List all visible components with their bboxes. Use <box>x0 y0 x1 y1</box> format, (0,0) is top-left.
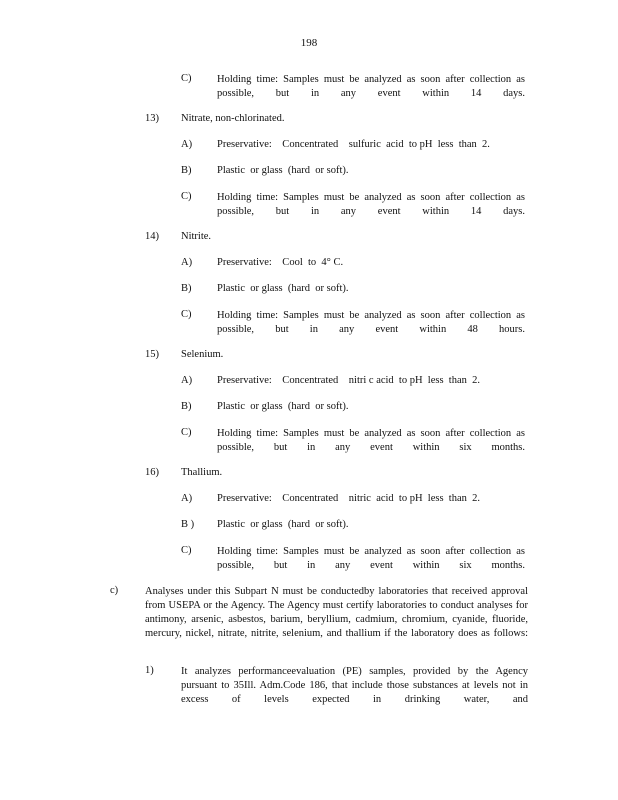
item-label: C) <box>181 309 192 320</box>
item-label: A) <box>181 493 193 504</box>
holding-time-text: Holding time: Samples must be analyzed as soon after collection as possible, but in any event within six months. <box>217 546 526 571</box>
holding-time-text: Holding time: Samples must be analyzed as soon after collection as possible, but in any event within 48 hours. <box>217 310 526 335</box>
item-number: 14) <box>145 231 159 242</box>
preservative-text: Preservative: Concentrated sulfuric acid to pH less than 2. <box>217 139 490 150</box>
preservative-text: Preservative: Cool to 4° C. <box>217 257 344 268</box>
item-number: 15) <box>145 349 159 360</box>
container-text: Plastic or glass (hard or soft). <box>217 165 349 176</box>
item-label: B ) <box>181 519 195 530</box>
item-label: B) <box>181 401 192 412</box>
item-number: 16) <box>145 467 159 478</box>
container-text: Plastic or glass (hard or soft). <box>217 401 349 412</box>
item-label: A) <box>181 375 193 386</box>
subsection-label: c) <box>110 585 119 596</box>
pe-samples-paragraph: It analyzes performanceevaluation (PE) samples, provided by the Agency pursuant to 35Ill. Adm.Code 186, that include those substances at levels not in excess of levels expected in drinking water, and <box>181 666 528 705</box>
holding-time-text: Holding time: Samples must be analyzed as soon after collection as possible, but in any event within 14 days. <box>217 74 526 99</box>
item-label: A) <box>181 139 193 150</box>
item-label: C) <box>181 73 192 84</box>
preservative-text: Preservative: Concentrated nitri c acid to pH less than 2. <box>217 375 481 386</box>
item-label: C) <box>181 191 192 202</box>
item-title: Selenium. <box>181 349 224 360</box>
item-label: C) <box>181 427 192 438</box>
item-label: B) <box>181 283 192 294</box>
item-label: C) <box>181 545 192 556</box>
holding-time-text: Holding time: Samples must be analyzed as soon after collection as possible, but in any event within six months. <box>217 428 526 453</box>
page-number: 198 <box>300 37 318 49</box>
preservative-text: Preservative: Concentrated nitric acid to pH less than 2. <box>217 493 481 504</box>
item-label: A) <box>181 257 193 268</box>
item-title: Thallium. <box>181 467 223 478</box>
item-number: 13) <box>145 113 159 124</box>
holding-time-text: Holding time: Samples must be analyzed as soon after collection as possible, but in any event within 14 days. <box>217 192 526 217</box>
item-title: Nitrate, non-chlorinated. <box>181 113 285 124</box>
container-text: Plastic or glass (hard or soft). <box>217 283 349 294</box>
container-text: Plastic or glass (hard or soft). <box>217 519 349 530</box>
item-label: B) <box>181 165 192 176</box>
item-title: Nitrite. <box>181 231 212 242</box>
analyses-paragraph: Analyses under this Subpart N must be conductedby laboratories that received approval from USEPA or the Agency. The Agency must certify laboratories to conduct analyses for antimony, arsenic, asbestos, barium, beryllium, cadmium, chromium, cyanide, fluoride, mercury, nickel, nitrate, nitrite, selenium, and thallium if the laboratory does as follows: <box>145 586 529 639</box>
item-number: 1) <box>145 665 154 676</box>
